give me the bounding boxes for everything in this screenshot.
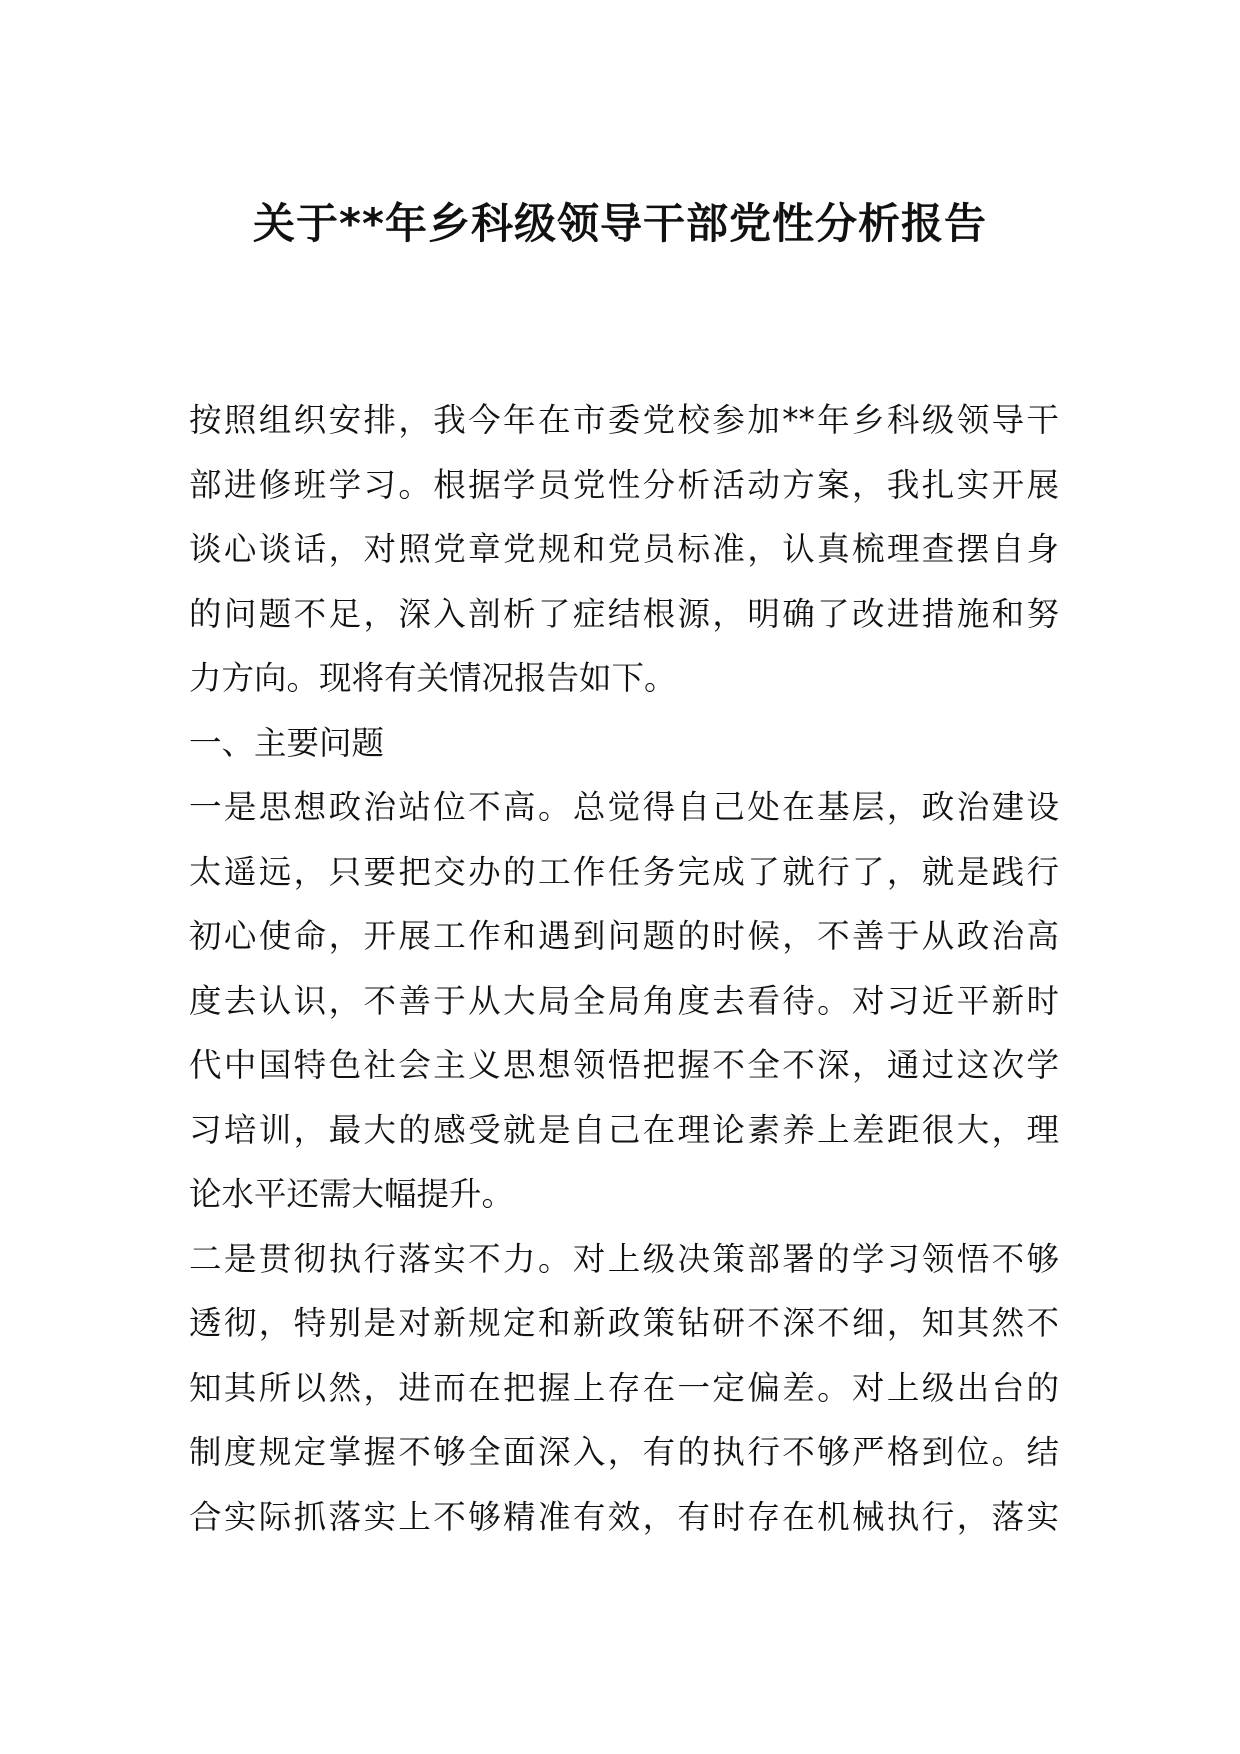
- body-line: 的问题不足，深入剖析了症结根源，明确了改进措施和努: [189, 594, 1059, 633]
- body-line: 合实际抓落实上不够精准有效，有时存在机械执行，落实: [189, 1497, 1059, 1536]
- body-line: 代中国特色社会主义思想领悟把握不全不深，通过这次学: [189, 1046, 1059, 1084]
- body-line: 按照组织安排，我今年在市委党校参加**年乡科级领导干: [189, 401, 1059, 439]
- document-body: [189, 388, 1059, 1549]
- document-title: 关于**年乡科级领导干部党性分析报告: [253, 199, 987, 248]
- body-line: 谈心谈话，对照党章党规和党员标准，认真梳理查摆自身: [189, 530, 1059, 568]
- body-line: 习培训，最大的感受就是自己在理论素养上差距很大，理: [189, 1110, 1059, 1149]
- body-line: 度去认识，不善于从大局全局角度去看待。对习近平新时: [189, 981, 1059, 1020]
- body-line: 透彻，特别是对新规定和新政策钻研不深不细，知其然不: [189, 1304, 1059, 1342]
- body-line: 部进修班学习。根据学员党性分析活动方案，我扎实开展: [189, 465, 1059, 504]
- body-line: 一是思想政治站位不高。总觉得自己处在基层，政治建设: [189, 788, 1059, 826]
- body-line: 制度规定掌握不够全面深入，有的执行不够严格到位。结: [189, 1433, 1059, 1471]
- body-line: 太遥远，只要把交办的工作任务完成了就行了，就是践行: [189, 852, 1059, 891]
- body-line: 知其所以然，进而在把握上存在一定偏差。对上级出台的: [189, 1368, 1059, 1407]
- body-line: 力方向。现将有关情况报告如下。: [189, 659, 677, 697]
- body-line: 一、主要问题: [189, 723, 385, 762]
- body-line: 二是贯彻执行落实不力。对上级决策部署的学习领悟不够: [189, 1239, 1059, 1278]
- body-line: 初心使命，开展工作和遇到问题的时候，不善于从政治高: [189, 917, 1059, 955]
- body-line: 论水平还需大幅提升。: [189, 1175, 515, 1213]
